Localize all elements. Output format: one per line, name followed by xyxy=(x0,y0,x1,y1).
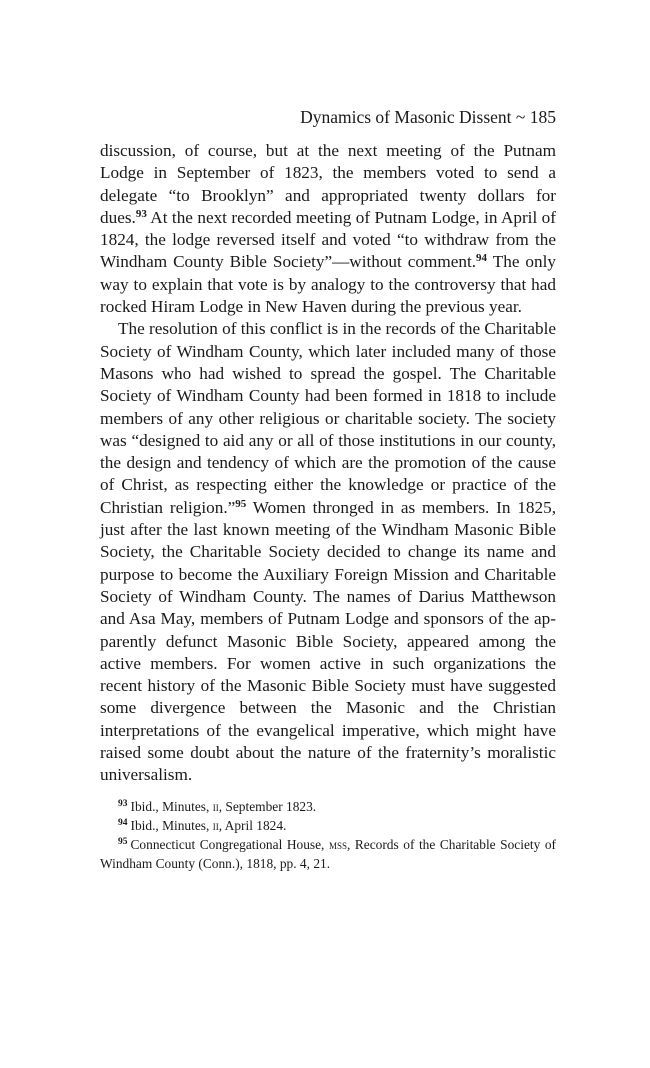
book-page xyxy=(100,106,556,873)
running-head-separator: ~ xyxy=(515,107,526,127)
running-head xyxy=(100,106,556,128)
footnote-volume: ii xyxy=(212,798,219,814)
footnotes xyxy=(100,797,556,873)
footnote-text: , September 1823. xyxy=(218,798,317,814)
footnote-text: Connecticut Congregational House, xyxy=(130,836,329,852)
footnote-ref-95: 95 xyxy=(235,497,247,510)
footnote-text: , April 1824. xyxy=(218,817,287,833)
footnote-number: 93 xyxy=(118,798,128,809)
paragraph-1-segment-2: At the next recorded meeting of Putnam Lodge, in April of 1824, the lodge reversed itself and voted “to withdraw from the Windham County Bible Society”—without comment. xyxy=(100,207,556,272)
footnote-text: , Records of the Charitable Society of Windham County (Conn.), 1818, pp. 4, 21. xyxy=(100,836,556,871)
page-number: 185 xyxy=(529,107,556,127)
footnote-ref-93: 93 xyxy=(135,207,147,220)
footnote-93 xyxy=(100,797,556,816)
footnote-number: 95 xyxy=(118,836,128,847)
footnote-text: Ibid., Minutes, xyxy=(130,817,213,833)
paragraph-2 xyxy=(100,318,556,786)
footnote-ref-94: 94 xyxy=(476,252,488,265)
footnote-95 xyxy=(100,835,556,873)
running-title: Dynamics of Masonic Dissent xyxy=(300,107,512,127)
footnote-number: 94 xyxy=(118,817,128,828)
paragraph-2-segment-1: The resolution of this conflict is in the records of the Charitable Society of Windham County, which later included many of those Masons who had wished to spread the gospel. The Charitable Society of Windham County had been formed in 1818 to include members of any other religious or charitable society. The society was “designed to aid any or all of those institutions in our county, the design and tendency of which are the promotion of the cause of Christ, as respecting either the knowledge or practice of the Christian religion.” xyxy=(100,319,556,517)
footnote-volume: ii xyxy=(212,817,219,833)
paragraph-1 xyxy=(100,140,556,318)
paragraph-2-segment-2: Women thronged in as members. In 1825, just after the last known meeting of the Windham Masonic Bible Society, the Charitable Society decided to change its name and purpose to become the Auxiliary Foreign Mission and Charitable Society of Windham County. The names of Darius Matthewson and Asa May, members of Putnam Lodge and sponsors of the apparently defunct Masonic Bible Society, appeared among the active members. For women active in such organizations the recent history of the Masonic Bible Society must have suggested some divergence between the Masonic and the Christian interpretations of the evangelical imperative, which might have raised some doubt about the nature of the fraternity’s moralistic universalism. xyxy=(100,497,557,785)
body-text xyxy=(100,140,556,787)
footnote-94 xyxy=(100,816,556,835)
paragraph-1-segment-3: The only way to explain that vote is by analogy to the controversy that had rocked Hiram Lodge in New Haven during the previous year. xyxy=(100,252,556,317)
paragraph-1-segment-1: discussion, of course, but at the next meeting of the Putnam Lodge in September of 1823, the members voted to send a delegate “to Brooklyn” and appropriated twenty dollars for dues. xyxy=(100,141,556,227)
footnote-volume: mss xyxy=(328,836,347,852)
footnote-text: Ibid., Minutes, xyxy=(130,798,213,814)
